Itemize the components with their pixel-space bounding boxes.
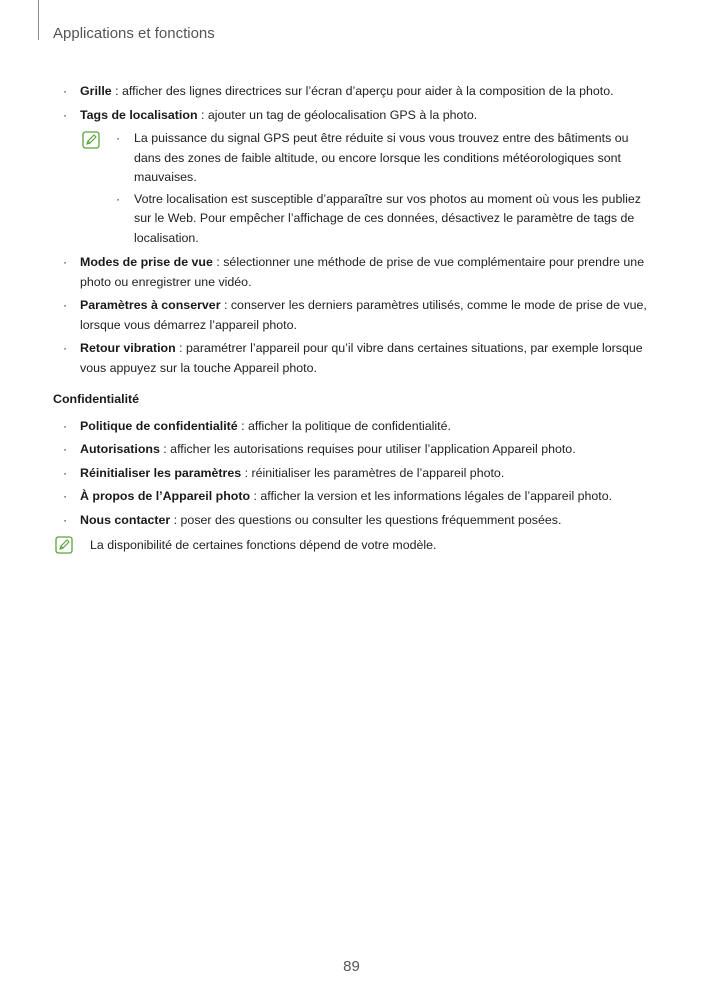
note-pencil-icon: [82, 131, 100, 149]
settings-list-top: [53, 82, 653, 125]
bullet-dot: ·: [63, 255, 68, 269]
header-divider: [38, 0, 39, 40]
bullet-dot: ·: [63, 512, 68, 527]
list-item-tags-localisation: [53, 106, 653, 126]
main-content: [53, 82, 653, 556]
settings-list-confidentialite: [53, 417, 653, 531]
item-description: : réinitialiser les paramètres de l’appareil photo.: [241, 465, 505, 480]
list-item-a-propos: [53, 487, 653, 507]
item-term: Autorisations: [80, 442, 160, 456]
item-term: Nous contacter: [80, 512, 171, 527]
item-description: : conserver les derniers paramètres utilisés, comme le mode de prise de vue, lorsque vous démarrez l’appareil photo.: [80, 298, 647, 332]
bullet-dot: ·: [63, 298, 68, 312]
item-description: : paramétrer l’appareil pour qu’il vibre dans certaines situations, par exemple lorsque vous appuyez sur la touche Appareil photo.: [80, 341, 643, 375]
bullet-dot: ·: [63, 341, 68, 355]
note-text: La disponibilité de certaines fonctions dépend de votre modèle.: [90, 538, 437, 552]
note-pencil-icon: [55, 536, 73, 554]
page-number: 89: [343, 958, 360, 975]
item-description: : afficher la version et les informations légales de l’appareil photo.: [250, 489, 613, 503]
bullet-dot: ·: [63, 442, 68, 456]
note-gps: [53, 129, 653, 248]
list-item-retour-vibration: [53, 339, 653, 378]
item-term: Grille: [80, 84, 112, 98]
note-text: Votre localisation est susceptible d’apparaître sur vos photos au moment où vous les publiez sur le Web. Pour empêcher l’affichage de ces données, désactivez le paramètre de tags de localisation.: [134, 191, 641, 245]
note-text: La puissance du signal GPS peut être réduite si vous vous trouvez entre des bâtiments ou dans des zones de faible altitude, ou encore lorsque les conditions météorologiques sont mauvaises.: [134, 131, 629, 184]
item-term: Réinitialiser les paramètres: [80, 465, 242, 480]
item-term: Modes de prise de vue: [80, 255, 213, 269]
item-term: Retour vibration: [80, 341, 176, 355]
bullet-dot: ·: [63, 418, 68, 433]
note-list-item: [106, 190, 653, 249]
bullet-dot: ·: [63, 84, 68, 98]
settings-list-mid: [53, 253, 653, 378]
item-description: : sélectionner une méthode de prise de vue complémentaire pour prendre une photo ou enregistrer une vidéo.: [80, 255, 645, 289]
item-description: : afficher les autorisations requises pour utiliser l’application Appareil photo.: [159, 442, 576, 456]
list-item-autorisations: [53, 440, 653, 460]
note-list-item: [106, 129, 653, 188]
item-term: À propos de l’Appareil photo: [80, 489, 251, 503]
item-description: : poser des questions ou consulter les questions fréquemment posées.: [170, 512, 562, 527]
note-availability: [53, 536, 653, 556]
item-description: : afficher des lignes directrices sur l’écran d’aperçu pour aider à la composition de la photo.: [111, 84, 614, 98]
list-item-grille: [53, 82, 653, 102]
bullet-dot: ·: [63, 489, 68, 503]
list-item-politique: [53, 417, 653, 437]
note-gps-list: [106, 129, 653, 248]
item-term: Paramètres à conserver: [80, 298, 221, 312]
bullet-dot: ·: [63, 107, 68, 122]
bullet-dot: ·: [116, 191, 121, 206]
list-item-nous-contacter: [53, 511, 653, 531]
list-item-modes-prise-de-vue: [53, 253, 653, 292]
bullet-dot: ·: [116, 131, 121, 145]
page-header-title: Applications et fonctions: [53, 25, 215, 42]
item-term: Tags de localisation: [80, 107, 198, 122]
item-description: : ajouter un tag de géolocalisation GPS à la photo.: [197, 107, 478, 122]
item-term: Politique de confidentialité: [80, 418, 238, 433]
bullet-dot: ·: [63, 465, 68, 480]
list-item-parametres-a-conserver: [53, 296, 653, 335]
section-title-confidentialite: Confidentialité: [53, 392, 140, 406]
item-description: : afficher la politique de confidentialité.: [237, 418, 451, 433]
list-item-reinitialiser: [53, 464, 653, 484]
